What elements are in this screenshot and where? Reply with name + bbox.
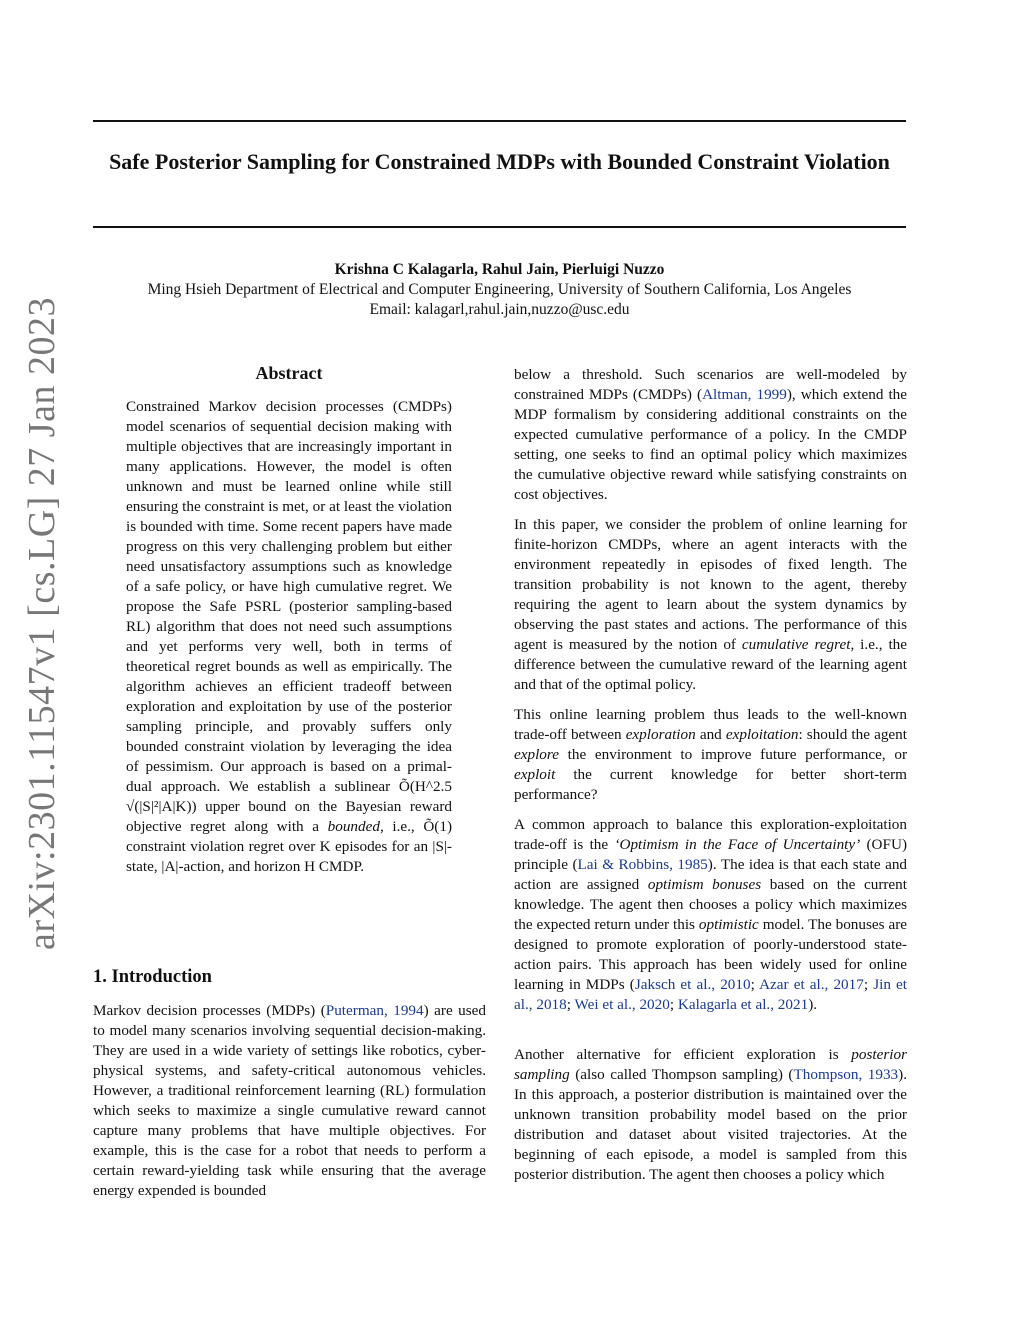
author-list: Krishna C Kalagarla, Rahul Jain, Pierluigi Nuzzo <box>334 261 665 278</box>
citation-link[interactable]: Puterman, 1994 <box>325 1002 424 1019</box>
citation-link[interactable]: Jaksch et al., 2010 <box>634 976 751 993</box>
right-paragraph-1: below a threshold. Such scenarios are well-modeled by constrained MDPs (CMDPs) (Altman, 1999), which extend the MDP formalism by considering additional constraints on the expected cumulative performance of a policy. In the CMDP setting, one seeks to find an optimal policy which maximizes the cumulative objective reward while satisfying constraints on cost objectives. <box>514 366 908 503</box>
arxiv-identifier: arXiv:2301.11547v1 [cs.LG] 27 Jan 2023 <box>21 297 63 950</box>
author-email: Email: kalagarl,rahul.jain,nuzzo@usc.edu <box>369 301 630 318</box>
citation-link[interactable]: Kalagarla et al., 2021 <box>677 996 809 1013</box>
citation-link[interactable]: Wei et al., 2020 <box>574 996 670 1013</box>
right-paragraph-2: In this paper, we consider the problem of online learning for finite-horizon CMDPs, where an agent interacts with the environment repeatedly in episodes of fixed length. The transition probability is not known to the agent, thereby requiring the agent to learn about the system dynamics by observing the past states and actions. The performance of this agent is measured by the notion of cumulative regret, i.e., the difference between the cumulative reward of the learning agent and that of the optimal policy. <box>514 516 908 693</box>
title-bottom-rule <box>93 226 906 228</box>
intro-paragraph-1: Markov decision processes (MDPs) (Puterman, 1994) are used to model many scenarios involving sequential decision-making. They are used in a wide variety of settings like robotics, cyber-physical systems, and safety-critical autonomous vehicles. However, a traditional reinforcement learning (RL) formulation which seeks to maximize a single cumulative reward cannot capture many problems that have multiple objectives. For example, this is the case for a robot that needs to perform a certain reward-yielding task while ensuring that the average energy expended is bounded <box>93 1002 486 1199</box>
affiliation: Ming Hsieh Department of Electrical and Computer Engineering, University of Southern California, Los Angeles <box>147 281 852 298</box>
citation-link[interactable]: Lai & Robbins, 1985 <box>577 856 708 873</box>
citation-link[interactable]: Thompson, 1933 <box>793 1066 899 1083</box>
right-paragraph-4: A common approach to balance this exploration-exploitation trade-off is the ‘Optimism in the Face of Uncertainty’ (OFU) principle (Lai & Robbins, 1985). The idea is that each state and action are assigned optimism bonuses based on the current knowledge. The agent then chooses a policy which maximizes the expected return under this optimistic model. The bonuses are designed to promote exploration of poorly-understood state-action pairs. This approach has been widely used for online learning in MDPs (Jaksch et al., 2010; Azar et al., 2017; Jin et al., 2018; Wei et al., 2020; Kalagarla et al., 2021). <box>514 816 908 1013</box>
math-violation-bound: Õ(1) <box>423 818 453 835</box>
right-paragraph-3: This online learning problem thus leads to the well-known trade-off between exploration and exploitation: should the agent explore the environment to improve future performance, or exploit the current knowledge for better short-term performance? <box>514 706 907 803</box>
paper-title: Safe Posterior Sampling for Constrained MDPs with Bounded Constraint Violation <box>109 149 890 174</box>
citation-link[interactable]: Jin et al., 2018 <box>514 976 907 1013</box>
section-heading-introduction: 1. Introduction <box>93 967 212 987</box>
abstract-text: Constrained Markov decision processes (CMDPs) model scenarios of sequential decision making with multiple objectives that are increasingly important in many applications. However, the model is often unknown and must be learned online while still ensuring the constraint is met, or at least the violation is bounded with time. Some recent papers have made progress on this very challenging problem but either need unsatisfactory assumptions such as knowledge of a safe policy, or have high cumulative regret. We propose the Safe PSRL (posterior sampling-based RL) algorithm that does not need such assumptions and yet performs very well, both in terms of theoretical regret bounds as well as empirically. The algorithm achieves an efficient tradeoff between exploration and exploitation by use of the posterior sampling principle, and provably suffers only bounded constraint violation by leveraging the idea of pessimism. Our approach is based on a primal-dual approach. We establish a sublinear Õ(H^2.5 √(|S|²|A|K)) upper bound on the Bayesian reward objective regret along with a bounded, i.e., Õ(1) constraint violation regret over K episodes for an |S|-state, |A|-action, and horizon H CMDP. <box>126 398 453 875</box>
citation-link[interactable]: Azar et al., 2017 <box>759 976 864 993</box>
title-top-rule <box>93 120 906 122</box>
math-regret-bound: Õ(H^2.5 √(|S|²|A|K)) <box>126 778 453 815</box>
citation-link[interactable]: Altman, 1999 <box>702 386 787 403</box>
abstract-heading: Abstract <box>255 363 323 383</box>
right-paragraph-5: Another alternative for efficient exploration is posterior sampling (also called Thompson sampling) (Thompson, 1933). In this approach, a posterior distribution is maintained over the unknown transition probability model based on the prior distribution and dataset about visited trajectories. At the beginning of each episode, a model is sampled from this posterior distribution. The agent then chooses a policy which <box>514 1046 907 1183</box>
